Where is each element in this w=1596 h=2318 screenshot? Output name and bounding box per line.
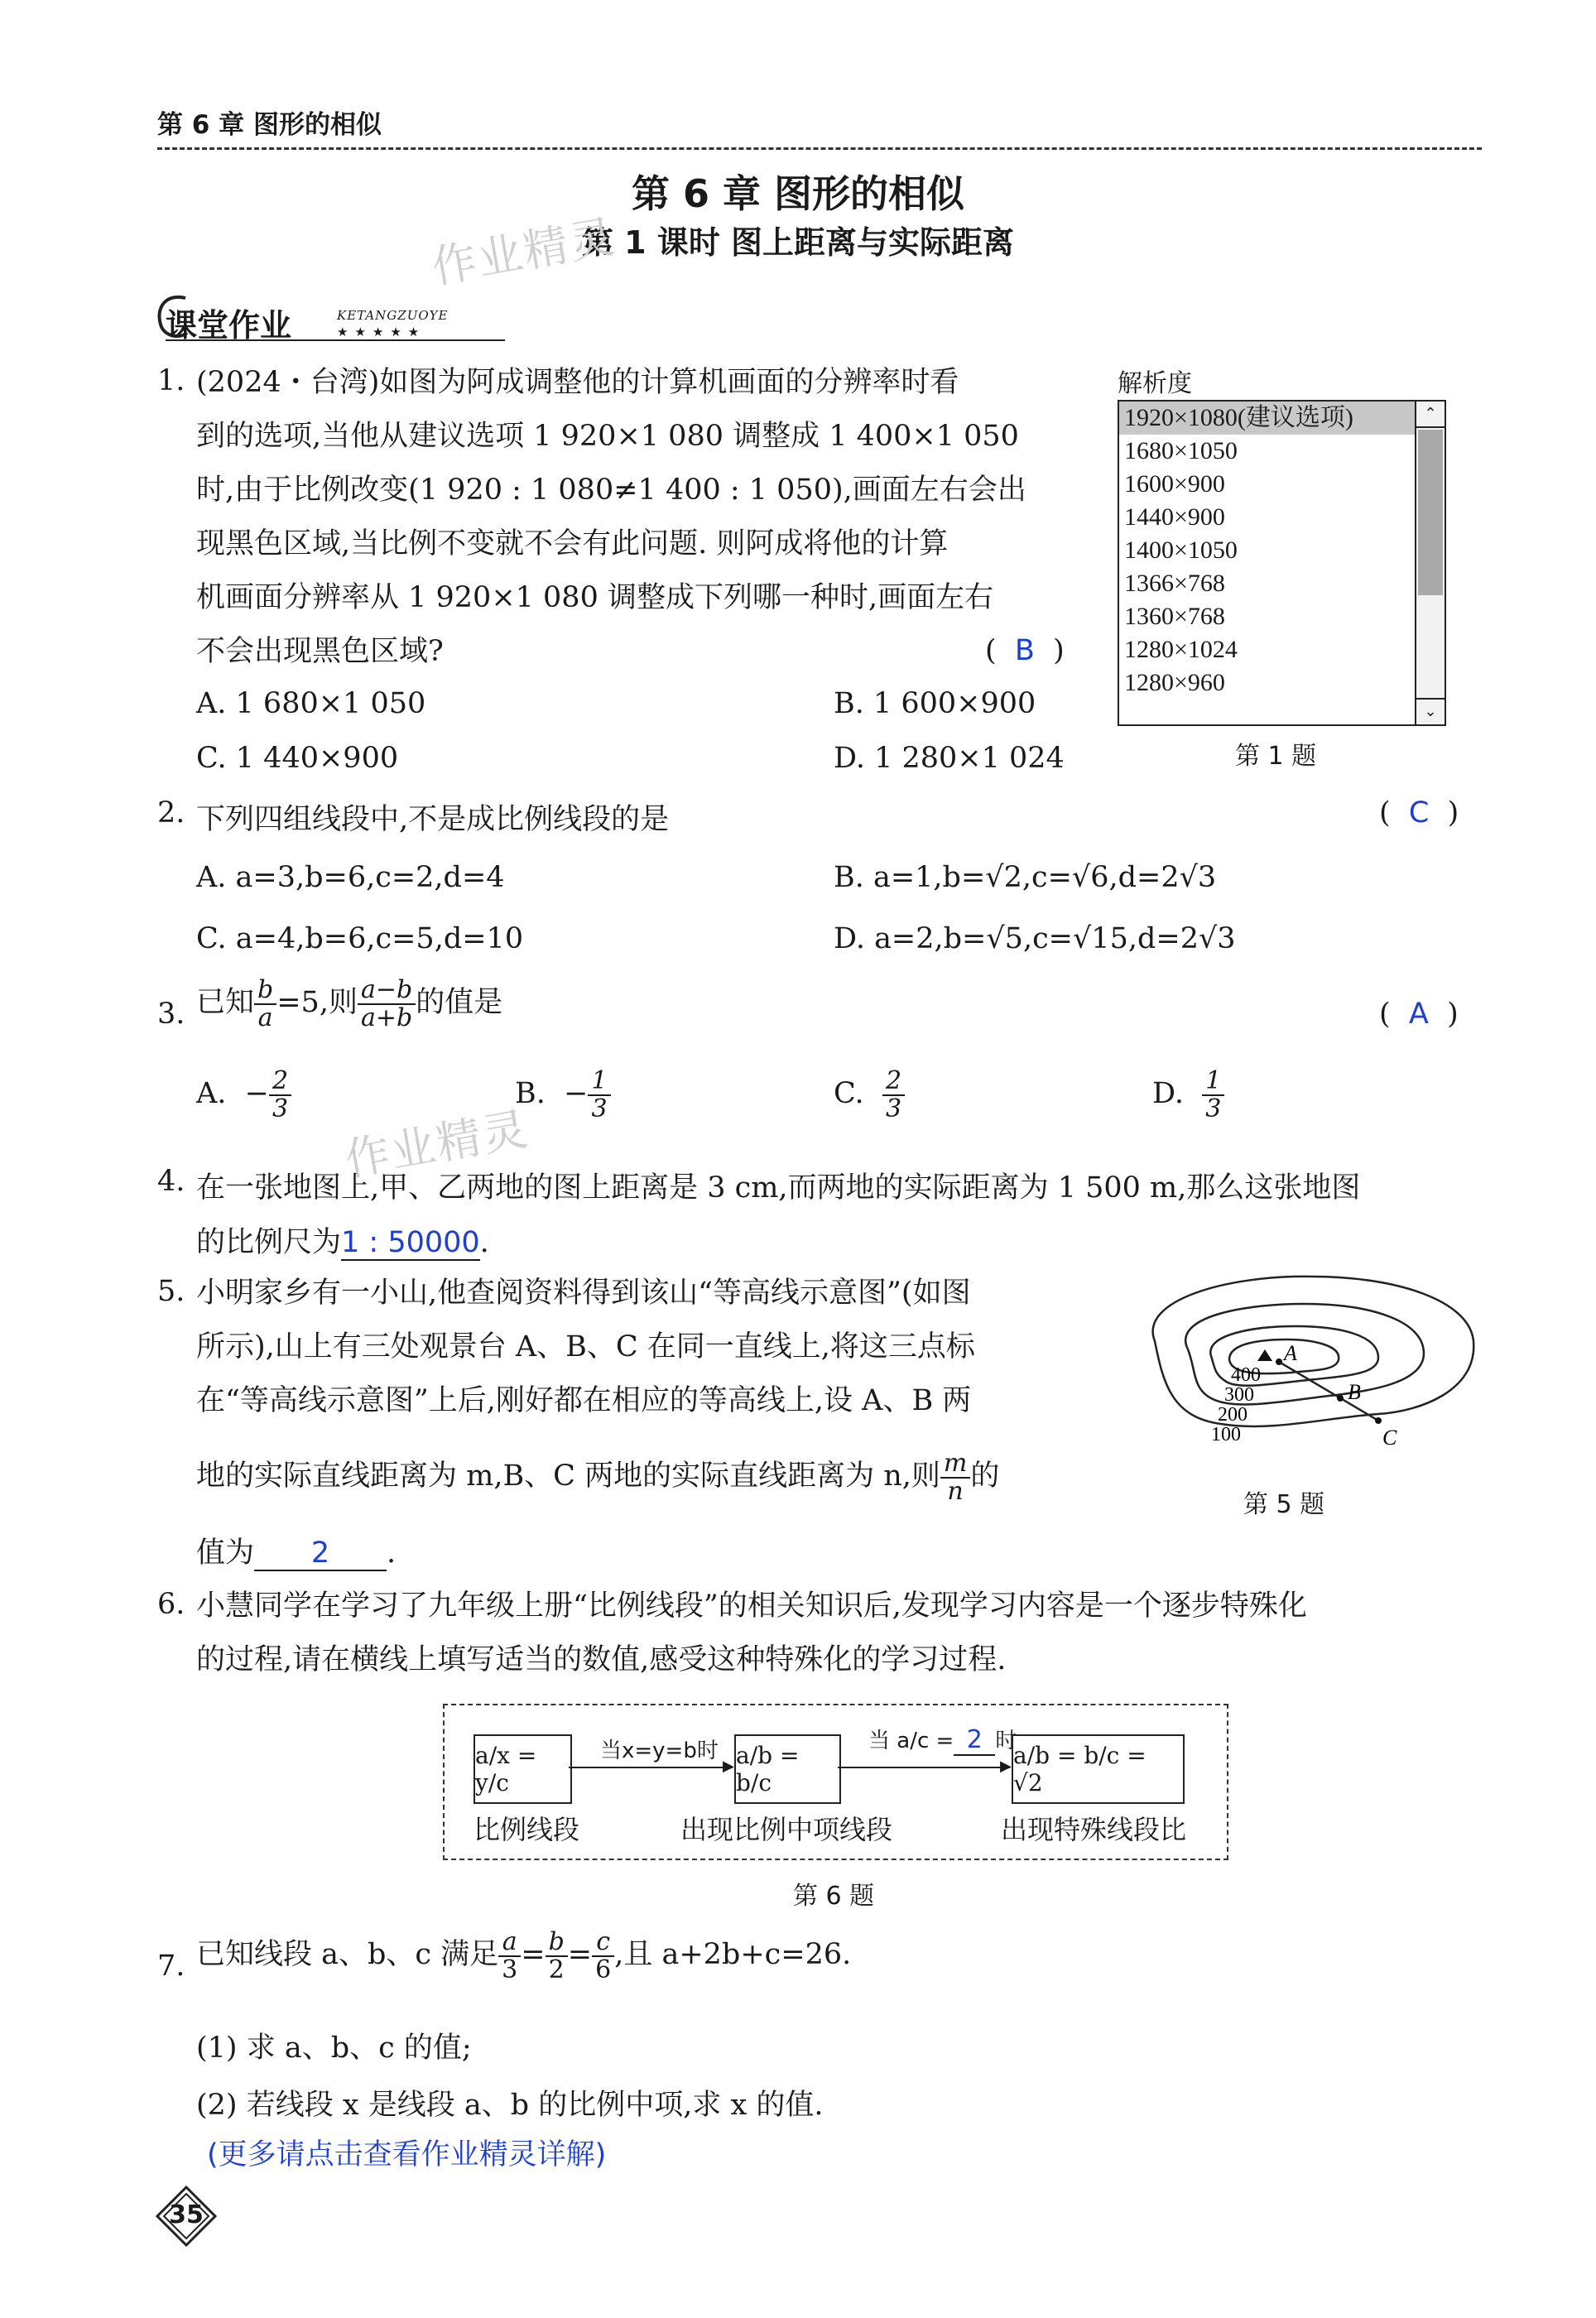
point-c	[1375, 1417, 1382, 1424]
q1-option-b: B. 1 600×900	[834, 687, 1036, 720]
q6-caption: 第 6 题	[793, 1882, 875, 1911]
resolution-option: 1920×1080(建议选项)	[1119, 402, 1415, 435]
opt-label: A.	[196, 1077, 227, 1110]
q7-frac-b2	[546, 1929, 568, 1983]
q7-sub1: (1) 求 a、b、c 的值;	[196, 2032, 472, 2065]
q5-line: 所示),山上有三处观景台 A、B、C 在同一直线上,将这三点标	[196, 1330, 975, 1363]
question-3-text	[196, 977, 502, 1031]
resolution-option: 1280×1024	[1124, 636, 1238, 663]
frac-den: a+b	[360, 1003, 413, 1032]
opt-label: C.	[834, 1077, 864, 1110]
q1-line: 机画面分辨率从 1 920×1 080 调整成下列哪一种时,画面左右	[196, 581, 994, 614]
frac-num: c	[592, 1929, 614, 1957]
resolution-option: 1680×1050	[1124, 437, 1238, 464]
q7-post: ,且 a+2b+c=26.	[614, 1938, 852, 1971]
resolution-listbox	[1118, 400, 1446, 726]
section-stars: ★★★★★	[337, 325, 426, 339]
q2-option-d: D. a=2,b=√5,c=√15,d=2√3	[834, 922, 1236, 955]
q2-answer-paren: ( C )	[1379, 796, 1459, 830]
q3-option-a	[196, 1068, 291, 1122]
q7-pre: 已知线段 a、b、c 满足	[196, 1938, 499, 1971]
frac-num: a	[498, 1929, 521, 1957]
frac-num: b	[254, 977, 276, 1005]
q3-answer-paren: ( A )	[1379, 998, 1459, 1031]
arrow2-head-icon: ▶	[1000, 1758, 1012, 1775]
flow-box-mean: a/b = b/c	[734, 1734, 841, 1804]
arrow1-head-icon: ▶	[723, 1758, 734, 1775]
flow-box-special: a/b = b/c = √2	[1012, 1734, 1185, 1804]
watermark: 作业精灵	[427, 209, 620, 294]
watermark: 作业精灵	[340, 1102, 533, 1186]
q1-option-c: C. 1 440×900	[196, 742, 399, 775]
frac-num: m	[940, 1450, 970, 1479]
label-400: 400	[1231, 1364, 1261, 1386]
frac-den: 3	[502, 1955, 518, 1984]
q3-answer: A	[1408, 998, 1429, 1031]
question-5-number: 5.	[157, 1275, 185, 1308]
resolution-option: 1280×960	[1124, 669, 1225, 696]
arrow1-label: 当x=y=b时	[600, 1738, 719, 1763]
q7-sub2: (2) 若线段 x 是线段 a、b 的比例中项,求 x 的值.	[196, 2089, 824, 2122]
resolution-panel-title: 解析度	[1118, 369, 1192, 398]
q2-option-c: C. a=4,b=6,c=5,d=10	[196, 922, 524, 955]
flow-box-proportion: a/x = y/c	[474, 1734, 572, 1804]
opt-fraction	[588, 1068, 610, 1122]
frac-den: n	[947, 1476, 964, 1506]
frac-den: 2	[548, 1955, 565, 1984]
flow-label-2: 出现比例中项线段	[680, 1814, 893, 1845]
listbox-scrollbar	[1415, 402, 1445, 724]
arrow2-post: 时	[995, 1729, 1017, 1753]
label-c: C	[1382, 1426, 1397, 1450]
frac-den: 3	[885, 1094, 902, 1123]
q1-caption: 第 1 题	[1235, 742, 1317, 771]
q3-post: 的值是	[416, 986, 503, 1019]
opt-fraction	[269, 1068, 291, 1122]
arrow1-line	[569, 1767, 733, 1768]
page-title: 第 6 章 图形的相似	[631, 171, 965, 216]
q4-line1: 在一张地图上,甲、乙两地的图上距离是 3 cm,而两地的实际距离为 1 500 m,那么这张地图	[196, 1171, 1361, 1205]
q2-answer: C	[1408, 796, 1430, 830]
question-4-number: 4.	[157, 1165, 185, 1198]
q5-pre: 值为	[196, 1537, 255, 1570]
scroll-thumb	[1418, 430, 1443, 595]
q7-frac-a3	[498, 1929, 521, 1983]
q7-frac-c6	[592, 1929, 614, 1983]
frac-num: 2	[269, 1068, 291, 1096]
q3-mid: =5,则	[276, 986, 358, 1019]
q1-line: 时,由于比例改变(1 920 : 1 080≠1 400 : 1 050),画面左右会出	[196, 474, 1026, 507]
section-underline	[166, 339, 505, 341]
label-200: 200	[1218, 1404, 1247, 1426]
q3-fraction-b-a	[254, 977, 276, 1031]
frac-den: a	[257, 1003, 273, 1032]
opt-sign: −	[564, 1077, 589, 1110]
scroll-down-icon: ⌄	[1416, 698, 1445, 724]
contour-map	[1105, 1267, 1486, 1474]
more-solutions-link[interactable]: (更多请点击查看作业精灵详解)	[207, 2138, 607, 2171]
question-3-number: 3.	[157, 998, 185, 1031]
page-number: 35	[169, 2200, 204, 2229]
resolution-option: 1400×1050	[1124, 536, 1238, 564]
q2-option-b: B. a=1,b=√2,c=√6,d=2√3	[834, 861, 1217, 894]
header-divider	[157, 147, 1482, 150]
q5-caption: 第 5 题	[1243, 1490, 1325, 1519]
q1-answer: B	[1014, 634, 1035, 667]
q3-pre: 已知	[196, 986, 255, 1019]
contour-200	[1185, 1304, 1424, 1404]
q5-post: 的	[970, 1460, 1000, 1493]
arrow2-line	[838, 1767, 1010, 1768]
q5-line: 小明家乡有一小山,他查阅资料得到该山“等高线示意图”(如图	[196, 1277, 971, 1310]
point-b	[1337, 1395, 1344, 1402]
q4-pre: 的比例尺为	[196, 1226, 342, 1259]
frac-num: b	[546, 1929, 568, 1957]
question-7-number: 7.	[157, 1950, 185, 1983]
arrow2-pre: 当 a/c =	[868, 1729, 954, 1753]
q3-option-b	[515, 1068, 611, 1122]
q5-line5	[196, 1530, 396, 1571]
process-diagram	[443, 1704, 1228, 1860]
question-6-text	[196, 1580, 1496, 1687]
opt-fraction	[1202, 1068, 1224, 1122]
q5-post: .	[387, 1537, 397, 1570]
label-300: 300	[1224, 1384, 1254, 1406]
frac-den: 3	[1205, 1094, 1222, 1123]
point-a	[1276, 1359, 1282, 1365]
q1-line: 现黑色区域,当比例不变就不会有此问题. 则阿成将他的计算	[196, 527, 949, 560]
q6-line: 的过程,请在横线上填写适当的数值,感受这种特殊化的学习过程.	[196, 1643, 1007, 1676]
label-a: A	[1284, 1341, 1297, 1365]
frac-num: 1	[1202, 1068, 1224, 1096]
section-sublabel: KETANGZUOYE	[337, 308, 449, 323]
running-header: 第 6 章 图形的相似	[157, 110, 382, 140]
question-6-number: 6.	[157, 1588, 185, 1621]
frac-num: 2	[882, 1068, 905, 1096]
resolution-option: 1366×768	[1124, 570, 1225, 597]
q3-option-d	[1152, 1068, 1224, 1122]
q1-line: 不会出现黑色区域?	[196, 635, 444, 668]
peak-triangle	[1257, 1349, 1272, 1361]
question-2-number: 2.	[157, 796, 185, 830]
q5-line: 在“等高线示意图”上后,刚好都在相应的等高线上,设 A、B 两	[196, 1384, 972, 1417]
q3-option-c	[834, 1068, 905, 1122]
q5-fraction-m-n	[940, 1450, 970, 1504]
q1-option-d: D. 1 280×1 024	[834, 742, 1065, 775]
frac-num: a−b	[358, 977, 416, 1005]
section-label: 课堂作业	[166, 307, 292, 344]
question-2-text: 下列四组线段中,不是成比例线段的是	[196, 803, 670, 836]
flow-label-3: 出现特殊线段比	[1001, 1814, 1187, 1845]
q1-option-a: A. 1 680×1 050	[196, 687, 426, 720]
question-1-number: 1.	[157, 364, 185, 397]
q1-line: 到的选项,当他从建议选项 1 920×1 080 调整成 1 400×1 050	[196, 420, 1019, 453]
frac-den: 6	[595, 1955, 612, 1984]
resolution-option: 1360×768	[1124, 603, 1225, 630]
opt-fraction	[882, 1068, 905, 1122]
q5-line4	[196, 1450, 999, 1504]
opt-label: D.	[1152, 1077, 1184, 1110]
q4-post: .	[479, 1226, 489, 1259]
q6-answer: 2	[954, 1725, 995, 1756]
q3-fraction-expr	[358, 977, 416, 1031]
resolution-option: 1600×900	[1124, 470, 1225, 498]
scroll-up-icon: ⌃	[1416, 402, 1445, 428]
q2-option-a: A. a=3,b=6,c=2,d=4	[196, 861, 505, 894]
label-100: 100	[1211, 1424, 1241, 1445]
flow-label-1: 比例线段	[474, 1814, 580, 1845]
q5-pre: 地的实际直线距离为 m,B、C 两地的实际直线距离为 n,则	[196, 1460, 940, 1493]
arrow2-label	[868, 1724, 1017, 1756]
opt-label: B.	[515, 1077, 546, 1110]
question-5-text	[196, 1267, 1098, 1428]
contour-100	[1153, 1277, 1474, 1426]
frac-den: 3	[591, 1094, 608, 1123]
resolution-option: 1440×900	[1124, 503, 1225, 531]
q5-answer: 2	[254, 1537, 387, 1571]
question-1-text	[196, 356, 1090, 679]
frac-num: 1	[588, 1068, 610, 1096]
q4-line2	[196, 1219, 489, 1261]
question-7-text: 已知线段 a、b、c 满足 $\frac{a}{3}$ = $\frac{b}{2}$ = $\frac{c}{6}$ ,且 a+2b+c=26.	[196, 1927, 852, 1984]
lesson-subtitle: 第 1 课时 图上距离与实际距离	[581, 224, 1015, 261]
label-b: B	[1348, 1380, 1361, 1404]
q1-answer-paren: ( B )	[985, 634, 1065, 667]
frac-den: 3	[272, 1094, 289, 1123]
q1-line: (2024・台湾)如图为阿成调整他的计算机画面的分辨率时看	[196, 366, 959, 399]
q4-answer: 1 : 50000	[341, 1226, 480, 1259]
q6-line: 小慧同学在学习了九年级上册“比例线段”的相关知识后,发现学习内容是一个逐步特殊化	[196, 1589, 1307, 1623]
opt-sign: −	[244, 1077, 269, 1110]
